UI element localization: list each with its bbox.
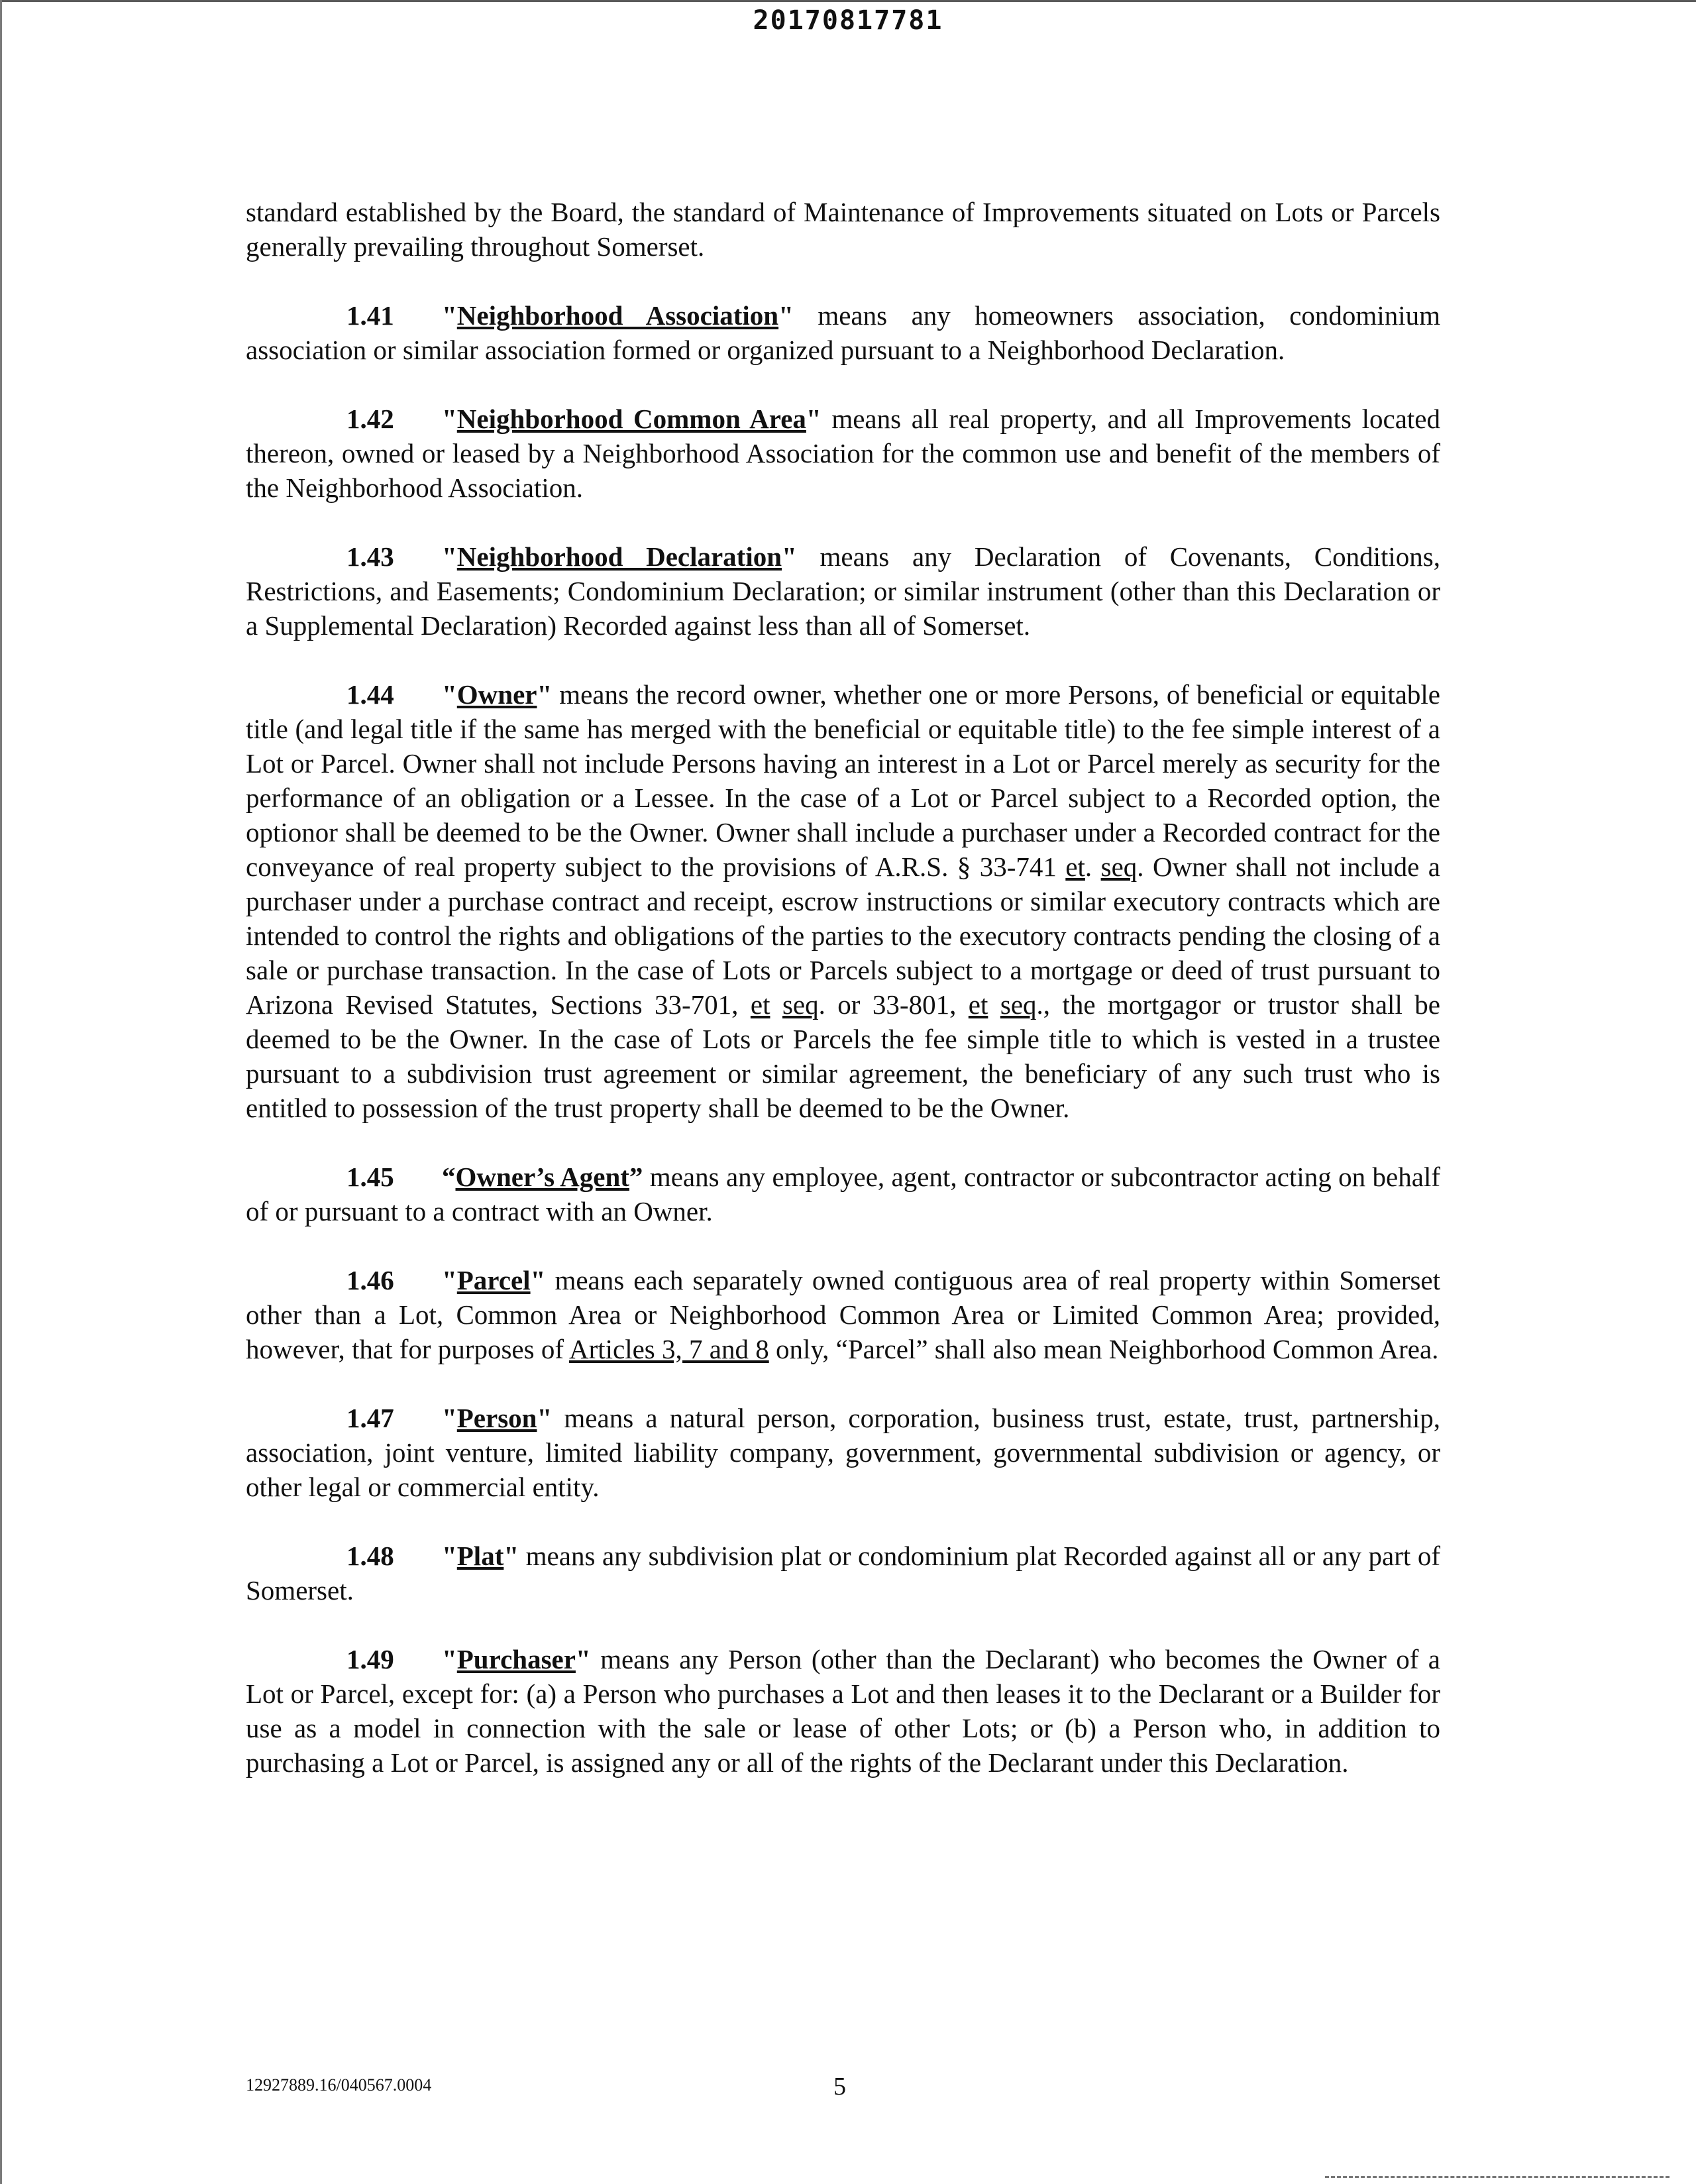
defined-term: "Person": [442, 1403, 553, 1433]
definition-text: means each separately owned contiguous area of real property within Somerset other than a Lot, Common Area or Neighborhood Common Area or Limited Common Area; provided, however, that for purposes of: [246, 1265, 1440, 1364]
et-seq-seq: seq: [1000, 989, 1037, 1020]
section-number: 1.49: [346, 1644, 394, 1674]
definition-text: means the record owner, whether one or more Persons, of beneficial or equitable title (and legal title if the same has merged with the beneficial or equitable title) to the fee simple interest of a Lot or Parcel. Owner shall not include Persons having an interest in a Lot or Parcel merely as security for the performance of an obligation or a Lessee. In the case of a Lot or Parcel subject to a Recorded option, the optionor shall be deemed to be the Owner. Owner shall include a purchaser under a Recorded contract for the conveyance of real property subject to the provisions of A.R.S. § 33-741: [246, 679, 1440, 882]
defined-term: "Plat": [442, 1541, 519, 1571]
et-seq-seq: seq: [1100, 851, 1138, 882]
section-1-48: [246, 1539, 1440, 1608]
defined-term: "Owner": [442, 679, 553, 710]
definition-text-cont: only, “Parcel” shall also mean Neighborhood Common Area.: [768, 1334, 1439, 1364]
defined-term: "Neighborhood Declaration": [442, 541, 797, 572]
section-1-46: [246, 1263, 1440, 1366]
et-seq-seq: seq: [782, 989, 819, 1020]
definition-text: means any subdivision plat or condominium plat Recorded against all or any part of Somerset.: [246, 1541, 1440, 1606]
intro-paragraph: [246, 195, 1440, 264]
section-number: 1.41: [346, 300, 394, 331]
definition-text: means any Declaration of Covenants, Conditions, Restrictions, and Easements; Condominium Declaration; or similar instrument (other than this Declaration or a Supplemental Declaration) Recorded against less than all of Somerset.: [246, 541, 1440, 641]
articles-reference: Articles 3, 7 and 8: [568, 1334, 769, 1364]
definition-text-cont: ., the mortgagor or trustor shall be deemed to be the Owner. In the case of Lots or Parcels the fee simple title to which is vested in a trustee pursuant to a subdivision trust agreement or similar agreement, the beneficiary of any such trust who is entitled to possession of the trust property shall be deemed to be the Owner.: [246, 989, 1440, 1123]
section-1-42: [246, 402, 1440, 505]
section-number: 1.45: [346, 1162, 394, 1192]
section-number: 1.43: [346, 541, 394, 572]
definition-text: means a natural person, corporation, business trust, estate, trust, partnership, association, joint venture, limited liability company, government, governmental subdivision or agency, or other legal or commercial entity.: [246, 1403, 1440, 1502]
definition-text: means all real property, and all Improvements located thereon, owned or leased by a Neighborhood Association for the common use and benefit of the members of the Neighborhood Association.: [246, 404, 1441, 503]
definition-text-cont: . Owner shall not include a purchaser under a purchase contract and receipt, escrow instructions or similar executory contracts which are intended to control the rights and obligations of the parties to the executory contracts pending the closing of a sale or purchase transaction. In the case of Lots or Parcels subject to a mortgage or deed of trust pursuant to Arizona Revised Statutes, Sections 33-701,: [246, 851, 1441, 1020]
section-1-47: [246, 1401, 1440, 1504]
et-seq-et: et: [1065, 851, 1085, 882]
section-1-45: [246, 1160, 1440, 1228]
defined-term: “Owner’s Agent”: [442, 1162, 643, 1192]
section-1-43: [246, 539, 1440, 643]
section-1-44: 1.44 "Owner" means the record owner, whether one or more Persons, of beneficial or equitable title (and legal title if the same has merged with the beneficial or equitable title) to the fee simple interest of a Lot or Parcel. Owner shall not include Persons having an interest in a Lot or Parcel merely as security for the performance of an obligation or a Lessee. In the case of a Lot or Parcel subject to a Recorded option, the optionor shall be deemed to be the Owner. Owner shall include a purchaser under a Recorded contract for the conveyance of real property subject to the provisions of A.R.S. § 33-741 et. seq. Owner shall not include a purchaser under a purchase contract and receipt, escrow instructions or similar executory contracts which are intended to control the rights and obligations of the parties to the executory contracts pending the closing of a sale or purchase transaction. In the case of Lots or Parcels subject to a mortgage or deed of trust pursuant to Arizona Revised Statutes, Sections 33-701, et seq. or 33-801, et seq., the mortgagor or trustor shall be deemed to be the Owner. In the case of Lots or Parcels the fee simple title to which is vested in a trustee pursuant to a subdivision trust agreement or similar agreement, the beneficiary of any such trust who is entitled to possession of the trust property shall be deemed to be the Owner.: [246, 677, 1440, 1125]
section-1-41: [246, 298, 1440, 367]
document-body: [246, 195, 1440, 1814]
defined-term: "Neighborhood Association": [442, 300, 794, 331]
defined-term: "Purchaser": [442, 1644, 591, 1674]
et-seq-et: et: [750, 989, 770, 1020]
scan-edge-left: [0, 0, 2, 2184]
section-number: 1.46: [346, 1265, 394, 1295]
section-number: 1.47: [346, 1403, 394, 1433]
section-1-49: [246, 1642, 1440, 1780]
footer-document-id: 12927889.16/040567.0004: [246, 2075, 432, 2095]
scan-edge-top: [0, 0, 1696, 2]
et-seq-et: et: [968, 989, 988, 1020]
scan-bottom-marks: [1325, 2176, 1670, 2181]
footer-page-number: 5: [833, 2073, 846, 2101]
recording-number: 20170817781: [753, 5, 943, 36]
section-number: 1.44: [346, 679, 394, 710]
definition-text: means any Person (other than the Declarant) who becomes the Owner of a Lot or Parcel, except for: (a) a Person who purchases a Lot and then leases it to the Declarant or a Builder for use as a model in connection with the sale or lease of other Lots; or (b) a Person who, in addition to purchasing a Lot or Parcel, is assigned any or all of the rights of the Declarant under this Declaration.: [246, 1644, 1440, 1778]
intro-text: standard established by the Board, the standard of Maintenance of Improvements situated on Lots or Parcels generally prevailing throughout Somerset.: [246, 197, 1440, 262]
section-number: 1.48: [346, 1541, 394, 1571]
section-number: 1.42: [346, 404, 394, 434]
definition-text: means any homeowners association, condominium association or similar association formed or organized pursuant to a Neighborhood Declaration.: [246, 300, 1440, 365]
defined-term: "Parcel": [442, 1265, 546, 1295]
definition-text-cont: . or 33-801,: [818, 989, 969, 1020]
definition-text: means any employee, agent, contractor or subcontractor acting on behalf of or pursuant to a contract with an Owner.: [246, 1162, 1440, 1227]
defined-term: "Neighborhood Common Area": [442, 404, 822, 434]
